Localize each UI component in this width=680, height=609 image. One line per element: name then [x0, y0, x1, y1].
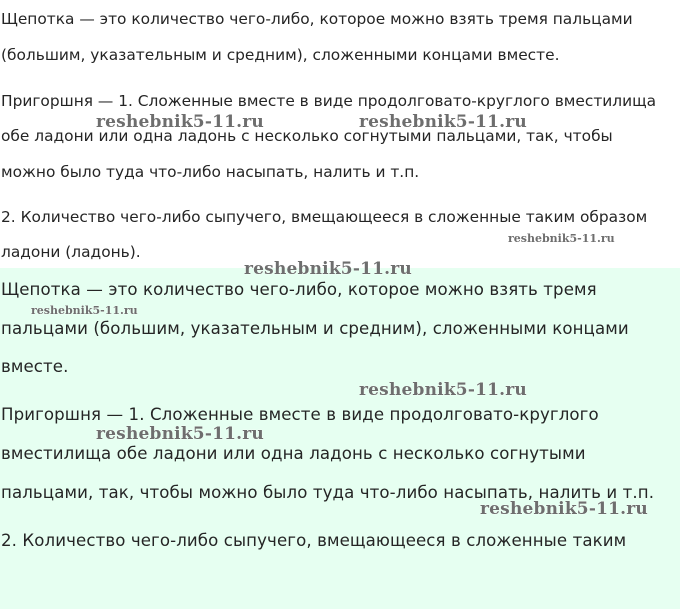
watermark: reshebnik5-11.ru	[359, 380, 527, 400]
text-line: ладони (ладонь).	[1, 243, 141, 261]
text-line: можно было туда что-либо насыпать, налить и т.п.	[1, 163, 420, 181]
text-line: обе ладони или одна ладонь с несколько согнутыми пальцами, так, чтобы	[1, 127, 613, 145]
watermark: reshebnik5-11.ru	[96, 424, 264, 444]
text-line: 2. Количество чего-либо сыпучего, вмещающееся в сложенные таким образом	[1, 208, 648, 226]
text-line: 2. Количество чего-либо сыпучего, вмещающееся в сложенные таким	[1, 531, 627, 550]
watermark: reshebnik5-11.ru	[96, 112, 264, 132]
text-line: Щепотка — это количество чего-либо, которое можно взять тремя пальцами	[1, 10, 633, 28]
watermark: reshebnik5-11.ru	[480, 499, 648, 519]
text-line: Пригоршня — 1. Сложенные вместе в виде продолговато-круглого вместилища	[1, 92, 657, 110]
text-line: Щепотка — это количество чего-либо, которое можно взять тремя	[1, 280, 597, 299]
watermark: reshebnik5-11.ru	[508, 232, 615, 245]
text-line: Пригоршня — 1. Сложенные вместе в виде продолговато-круглого	[1, 405, 599, 424]
text-line: (большим, указательным и средним), сложенными концами вместе.	[1, 46, 560, 64]
answer-block-plain	[0, 0, 680, 268]
text-line: пальцами, так, чтобы можно было туда что-либо насыпать, налить и т.п.	[1, 483, 655, 502]
text-line: пальцами (большим, указательным и средним), сложенными концами	[1, 319, 629, 338]
watermark: reshebnik5-11.ru	[244, 259, 412, 279]
watermark: reshebnik5-11.ru	[31, 304, 138, 317]
watermark: reshebnik5-11.ru	[359, 112, 527, 132]
text-line: вместе.	[1, 357, 69, 376]
text-line: вместилища обе ладони или одна ладонь с несколько согнутыми	[1, 444, 586, 463]
